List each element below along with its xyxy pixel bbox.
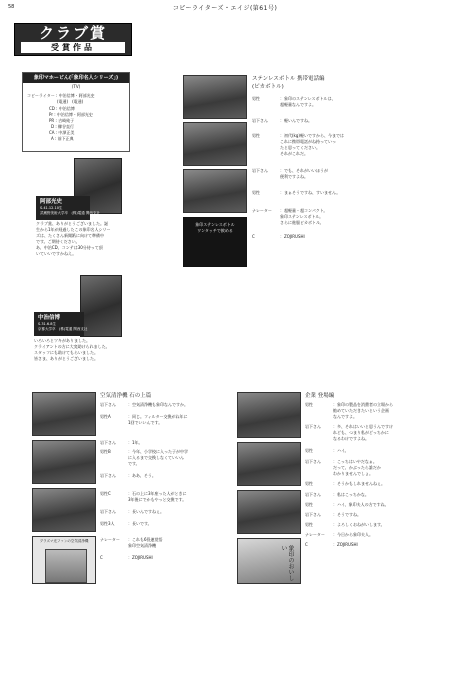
speaker-label: 男性3人 bbox=[100, 521, 115, 526]
banner-title: クラブ賞 bbox=[38, 24, 107, 42]
storyboard-frame-calligraphy bbox=[237, 538, 301, 584]
person-name: 阿部光史 bbox=[40, 199, 63, 205]
dialogue-line: ：私はこっちかな。 bbox=[333, 492, 369, 497]
speaker-label: 岩下さん bbox=[305, 424, 321, 429]
club-award-banner bbox=[14, 23, 132, 56]
speaker-label: 男性 bbox=[252, 96, 260, 101]
page-title: コピーライターズ・エイジ(第61号) bbox=[172, 5, 278, 12]
storyboard-frame bbox=[237, 392, 301, 438]
speaker-label: 岩下さん bbox=[252, 168, 268, 173]
speaker-label: 男性A bbox=[100, 414, 111, 419]
speaker-label: 岩下さん bbox=[252, 118, 268, 123]
speaker-label: ナレーター bbox=[100, 537, 120, 542]
person-org: 武蔵野美術大学卒 (株)電通 関西支社 bbox=[40, 211, 100, 215]
speaker-label: 男性 bbox=[252, 190, 260, 195]
ad2-script bbox=[100, 402, 230, 582]
ad3-title: 企業 登場編 bbox=[305, 393, 335, 399]
ad1-subtitle: (ピカボトル) bbox=[252, 84, 284, 90]
frame-caption: 象印ステンレスボトル bbox=[195, 222, 235, 227]
credit-row: CD : 中治信博 bbox=[49, 106, 75, 111]
dialogue-line: ：ZOJIRUSHI bbox=[280, 234, 305, 239]
storyboard-frame bbox=[183, 122, 247, 166]
nameplate-nakaji bbox=[34, 312, 88, 336]
dialogue-line: これに携帯電話がね持っていっ bbox=[280, 139, 336, 144]
credit-row: A : 前下正典 bbox=[51, 136, 74, 141]
dialogue-line: 3年後にでかもやっと交換です。 bbox=[128, 497, 187, 502]
dialogue-line: ：そうですね。 bbox=[333, 512, 361, 517]
frame-caption: ワンタッチで飲める bbox=[197, 228, 233, 233]
speaker-label: 男性 bbox=[305, 502, 313, 507]
speaker-label: 岩下さん bbox=[100, 402, 116, 407]
dialogue-line: ：長いんですねぇ。 bbox=[128, 509, 164, 514]
credit-row: CA : 中澤正美 bbox=[49, 130, 75, 135]
dialogue-line: ：多、それはいいと思うんですけ bbox=[333, 424, 393, 429]
dialogue-line: ：象印のステンレスボトルは、 bbox=[280, 96, 336, 101]
dialogue-line: たと思ってください。 bbox=[280, 145, 320, 150]
dialogue-line: ：ZOJIRUSHI bbox=[333, 542, 358, 547]
dialogue-line: さらに進服ピカボトル。 bbox=[280, 220, 324, 225]
ad2-title: 空気清浄機 石の上篇 bbox=[100, 393, 152, 399]
ad1-title: ステンレスボトル 携帯電話編 bbox=[252, 76, 325, 82]
credits-box bbox=[22, 72, 130, 152]
dialogue-line: ：石の上に3年座った人がときに bbox=[128, 491, 187, 496]
dialogue-line: れども、つまり私がどっちかに bbox=[333, 430, 389, 435]
speaker-label: 男性 bbox=[252, 133, 260, 138]
dialogue-line: ：そうかもしれませんねぇ。 bbox=[333, 481, 385, 486]
page-number: 58 bbox=[8, 4, 15, 10]
dialogue-line: 象印ステンレスボトル。 bbox=[280, 214, 324, 219]
speaker-label: C bbox=[252, 234, 255, 239]
ad3-script bbox=[305, 402, 440, 582]
dialogue-line: ：今年、小学校に入った子が中学 bbox=[128, 449, 188, 454]
credits-heading: 象印マホービん(「象印名人シリーズ」) bbox=[23, 73, 129, 83]
dialogue-line: 勧めていただきたいという企画 bbox=[333, 408, 389, 413]
dialogue-line: 便利ですよね。 bbox=[280, 174, 308, 179]
dialogue-line: 1回でいいんです。 bbox=[128, 420, 163, 425]
credits-medium: (TV) bbox=[71, 84, 81, 89]
speaker-label: ナレーター bbox=[305, 532, 325, 537]
speaker-label: 男性 bbox=[305, 402, 313, 407]
speaker-label: 男性 bbox=[305, 522, 313, 527]
dialogue-line: ：超軽量・超コンパクト。 bbox=[280, 208, 328, 213]
speaker-label: 男性B bbox=[100, 449, 111, 454]
dialogue-line: ：長いです。 bbox=[128, 521, 152, 526]
dialogue-line: に入るまで交換しなくていいん bbox=[128, 455, 184, 460]
storyboard-frame-product bbox=[183, 217, 247, 267]
speaker-label: C bbox=[100, 555, 103, 560]
speaker-label: 男性 bbox=[305, 481, 313, 486]
dialogue-line: ：象印の製品を消費者の立場から bbox=[333, 402, 393, 407]
credit-row: D : 櫛谷直行 bbox=[51, 124, 74, 129]
speaker-label: 岩下さん bbox=[305, 492, 321, 497]
dialogue-line: それがこれだ。 bbox=[280, 151, 308, 156]
credit-row: (電通) (電通) bbox=[57, 99, 84, 104]
person-birth: S.31.6.8生 bbox=[38, 322, 56, 326]
speaker-label: 岩下さん bbox=[305, 512, 321, 517]
dialogue-line: ：ZOJIRUSHI bbox=[128, 555, 153, 560]
dialogue-line: なんですよ。 bbox=[333, 414, 357, 419]
dialogue-line: ：1年。 bbox=[128, 440, 143, 445]
speaker-label: 男性C bbox=[100, 491, 111, 496]
dialogue-line: だって、かぶったら誰だか bbox=[333, 465, 381, 470]
dialogue-line: ：これも6役連覚悟 bbox=[128, 537, 163, 542]
storyboard-frame bbox=[183, 169, 247, 213]
dialogue-line: ：同じ。フィルター交換がね年に bbox=[128, 414, 188, 419]
dialogue-line: なるわけですよね。 bbox=[333, 436, 369, 441]
speaker-label: 男性 bbox=[305, 448, 313, 453]
air-purifier-image bbox=[45, 549, 87, 583]
frame-caption: プラズマ光ファンの空気清浄機 bbox=[39, 539, 89, 543]
storyboard-frame bbox=[237, 490, 301, 534]
dialogue-line: です。 bbox=[128, 461, 140, 466]
banner-subtitle: 受賞作品 bbox=[21, 42, 125, 53]
credit-row: コピーライター : 中治信博・阿部光史 bbox=[27, 93, 95, 98]
speaker-label: C bbox=[305, 542, 308, 547]
comment-nakaji: いろいろとツキがありました。 クライアントの方に大変助けられました。 スタッフにも助けてもらいました。 皆さま、ありがとうございました。 bbox=[34, 338, 110, 361]
speaker-label: 岩下さん bbox=[100, 473, 116, 478]
dialogue-line: ：でも、それがいいほうが bbox=[280, 168, 328, 173]
dialogue-line: ：軽いんですね。 bbox=[280, 118, 312, 123]
person-org: 京都大学卒 (株)電通 関西支社 bbox=[38, 327, 88, 331]
dialogue-line: ：初代(kg)軽いですから、今までは bbox=[280, 133, 344, 138]
dialogue-line: ：こっちはいやだなぁ。 bbox=[333, 459, 377, 464]
storyboard-frame-product bbox=[32, 536, 96, 584]
frame-caption: 象印のおいしい bbox=[280, 545, 294, 581]
storyboard-frame bbox=[32, 392, 96, 436]
person-name: 中治信博 bbox=[38, 315, 61, 321]
comment-abe: クラブ賞、ありがとうございました。誕 生から1年が経過したこの象印名人シリー ズは、たくさん新聞紙に向けて準備中 です。ご期待ください。 あ、中治CD、コンテは30分待って頂 いていいですかねえ。 bbox=[36, 221, 111, 256]
dialogue-line: ：ハイ、象印夫人の方ですね。 bbox=[333, 502, 389, 507]
storyboard-frame bbox=[32, 440, 96, 484]
dialogue-line: 超軽量なんですよ。 bbox=[280, 102, 316, 107]
ad1-script bbox=[252, 96, 432, 266]
speaker-label: 岩下さん bbox=[305, 459, 321, 464]
dialogue-line: ：空気清浄機も象印なんですか。 bbox=[128, 402, 188, 407]
dialogue-line: ：今日から象印夫人。 bbox=[333, 532, 373, 537]
dialogue-line: ：ハイ。 bbox=[333, 448, 349, 453]
storyboard-frame bbox=[32, 488, 96, 532]
dialogue-line: ：ああ、そう。 bbox=[128, 473, 156, 478]
storyboard-frame bbox=[237, 442, 301, 486]
dialogue-line: ：まぁそうですね、すいません。 bbox=[280, 190, 341, 195]
person-birth: S.41.12.10生 bbox=[40, 206, 63, 210]
speaker-label: 岩下さん bbox=[100, 440, 116, 445]
storyboard-frame bbox=[183, 75, 247, 119]
speaker-label: ナレーター bbox=[252, 208, 272, 213]
credit-row: Pr : 中治信博・阿部光史 bbox=[49, 112, 93, 117]
dialogue-line: ：よろしくおねがいします。 bbox=[333, 522, 385, 527]
nameplate-abe bbox=[36, 196, 100, 220]
credit-row: PR : 吉崎純子 bbox=[49, 118, 75, 123]
dialogue-line: わかりませんでしょ。 bbox=[333, 471, 373, 476]
dialogue-line: 象印空気清浄機 bbox=[128, 543, 156, 548]
speaker-label: 岩下さん bbox=[100, 509, 116, 514]
